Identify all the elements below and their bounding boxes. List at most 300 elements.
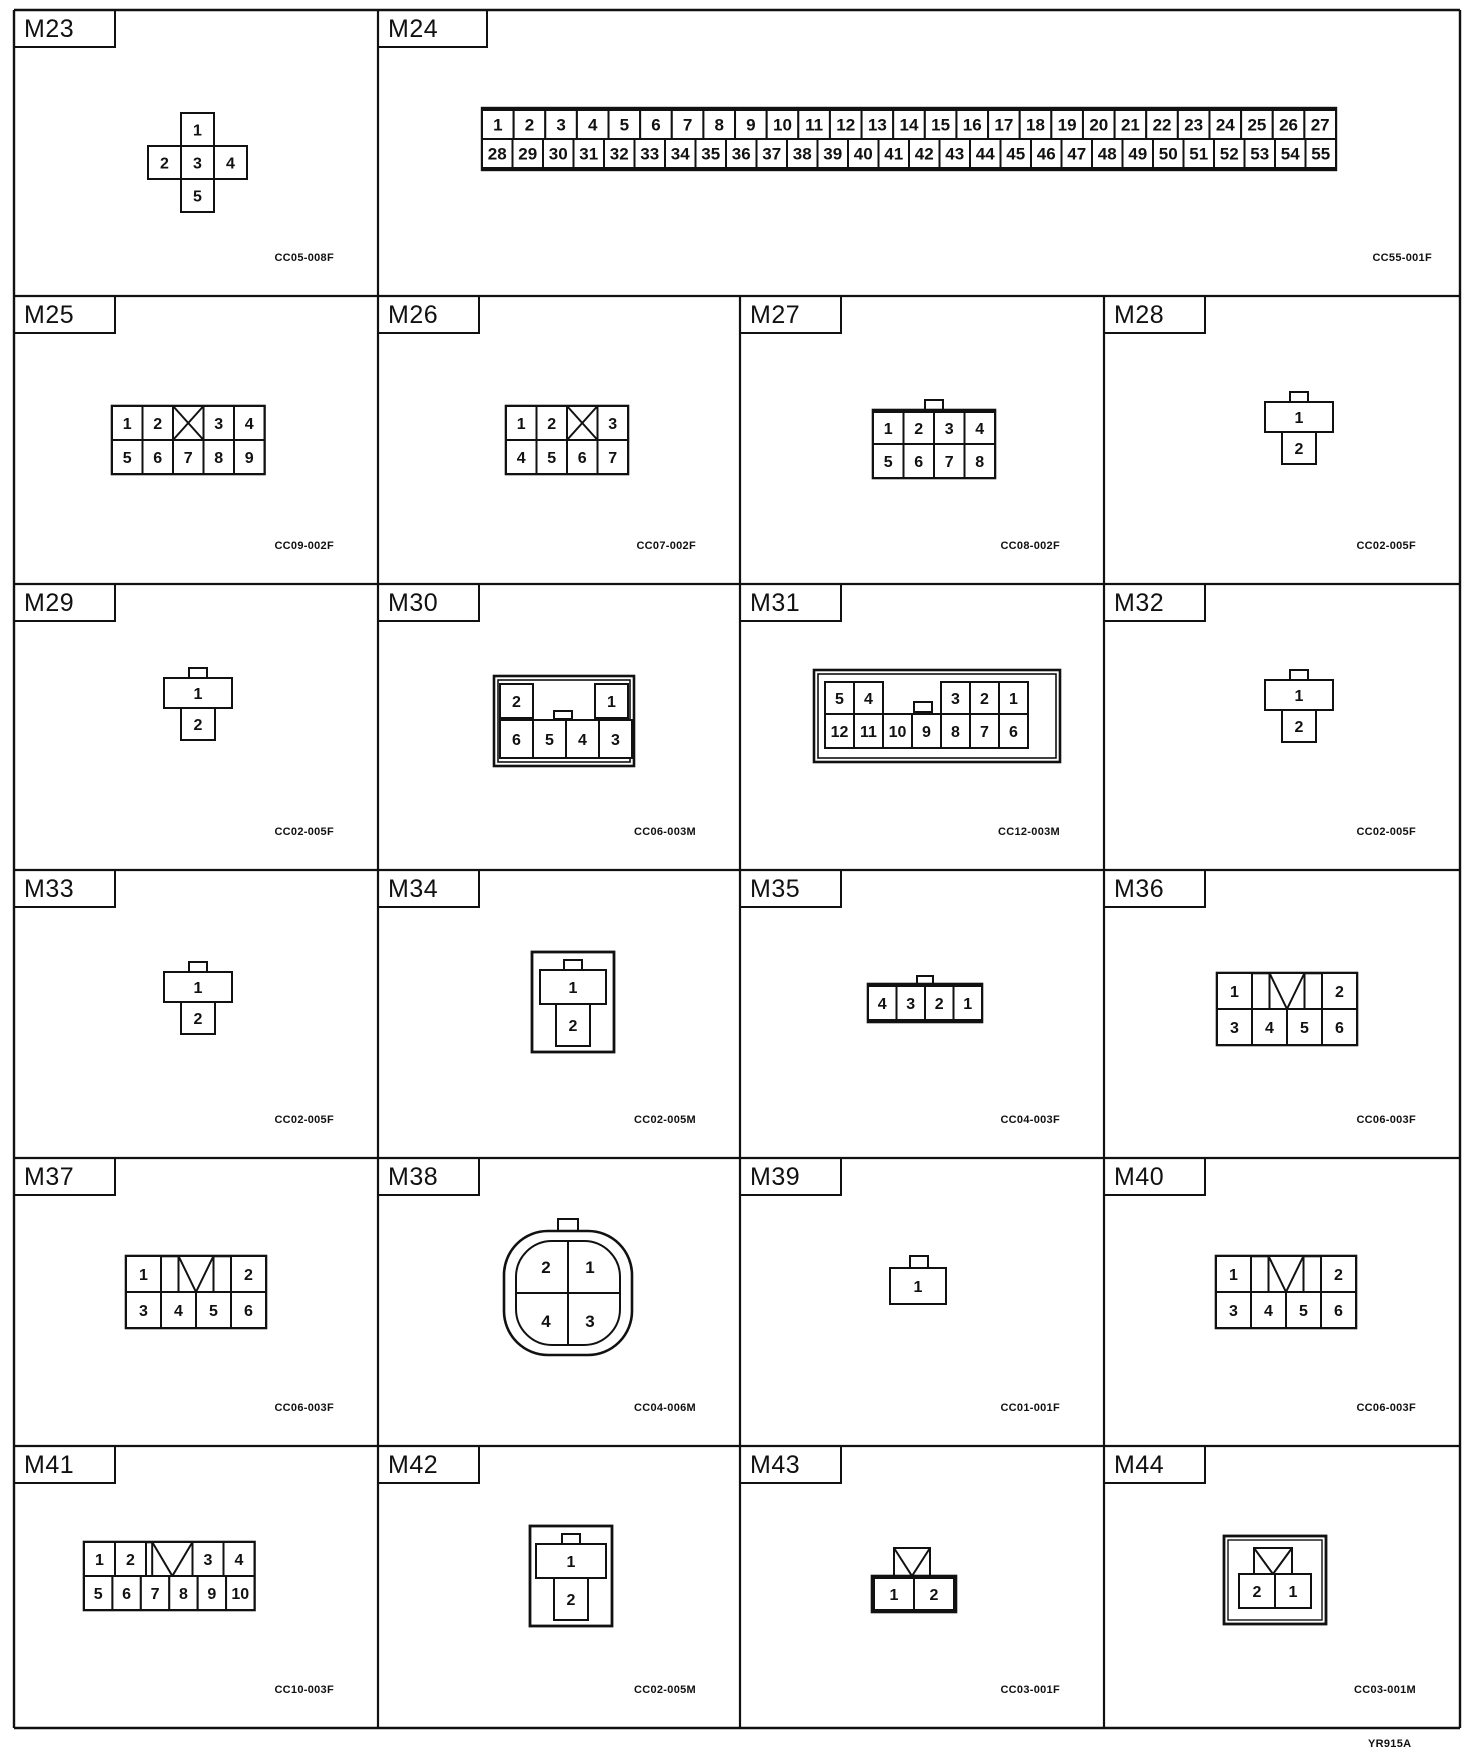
- pin-number: 2: [1294, 440, 1304, 458]
- pin-number: 11: [805, 115, 824, 135]
- pin-number: 6: [1335, 1019, 1344, 1037]
- pin-number: 12: [830, 723, 849, 741]
- pin-51: [1184, 139, 1215, 168]
- pin-number: 3: [139, 1302, 148, 1320]
- pin-number: 4: [578, 731, 587, 749]
- pin-number: 12: [836, 115, 856, 135]
- pin-50: [1153, 139, 1184, 168]
- pin-number: 51: [1189, 144, 1209, 164]
- connector-cell-m35: [740, 870, 1104, 1158]
- pin-number: 1: [516, 415, 526, 433]
- connector-face: [164, 962, 232, 1034]
- pin-number: 1: [493, 115, 503, 135]
- connector-id: M31: [740, 584, 842, 622]
- pin-number: 48: [1097, 144, 1117, 164]
- connector-diagram: [378, 10, 1460, 296]
- pin-2: [181, 708, 215, 740]
- pin-48: [1092, 139, 1123, 168]
- connector-id: M24: [378, 10, 488, 48]
- pin-21: [1115, 110, 1147, 139]
- pin-32: [604, 139, 635, 168]
- part-number: CC08-002F: [1000, 540, 1060, 552]
- pin-6: [904, 444, 935, 478]
- pin-55: [1306, 139, 1337, 168]
- pin-number: 1: [963, 995, 973, 1013]
- pin-4: [577, 110, 609, 139]
- pin-number: 6: [1009, 723, 1018, 741]
- pin-number: 10: [888, 723, 907, 741]
- pin-9: [198, 1576, 226, 1610]
- connector-face: [506, 406, 628, 474]
- pin-5: [533, 720, 566, 758]
- pin-34: [665, 139, 696, 168]
- connector-face: [873, 400, 995, 478]
- connector-cell-m25: [14, 296, 378, 584]
- pin-7: [141, 1576, 169, 1610]
- pin-22: [1146, 110, 1178, 139]
- pin-4: [234, 406, 265, 440]
- pin-23: [1178, 110, 1210, 139]
- pin-49: [1123, 139, 1154, 168]
- pin-6: [999, 714, 1028, 748]
- pin-3: [545, 110, 577, 139]
- pin-number: 4: [541, 1312, 551, 1331]
- connector-id: M27: [740, 296, 842, 334]
- pin-number: 1: [1230, 983, 1239, 1001]
- connector-cell-m26: [378, 296, 740, 584]
- pin-number: 55: [1311, 144, 1331, 164]
- connector-id: M34: [378, 870, 480, 908]
- pin-11: [854, 714, 883, 748]
- pin-number: 1: [1009, 690, 1018, 708]
- pin-40: [848, 139, 879, 168]
- part-number: CC02-005F: [274, 826, 334, 838]
- pin-number: 50: [1158, 144, 1178, 164]
- pin-2: [970, 682, 999, 714]
- pin-number: 1: [1294, 409, 1304, 427]
- pin-1: [874, 1578, 914, 1610]
- pin-number: 13: [867, 115, 887, 135]
- pin-number: 3: [193, 155, 202, 173]
- pin-2: [537, 406, 568, 440]
- pin-12: [825, 714, 854, 748]
- pin-number: 2: [193, 1010, 203, 1028]
- part-number: CC03-001F: [1000, 1684, 1060, 1696]
- pin-number: 2: [1335, 983, 1344, 1001]
- pin-number: 2: [929, 1586, 939, 1604]
- pin-2: [904, 412, 935, 444]
- pin-2: [1321, 1256, 1356, 1292]
- pin-number: 44: [975, 144, 995, 164]
- connector-id: M37: [14, 1158, 116, 1196]
- pin-2: [231, 1256, 266, 1292]
- pin-4: [566, 720, 599, 758]
- pin-25: [1241, 110, 1273, 139]
- pin-2: [115, 1542, 146, 1576]
- pin-7: [672, 110, 704, 139]
- connector-face: [112, 406, 265, 474]
- pin-16: [956, 110, 988, 139]
- pin-4: [965, 412, 996, 444]
- part-number: CC02-005F: [274, 1114, 334, 1126]
- pin-37: [757, 139, 788, 168]
- pin-number: 3: [1230, 1019, 1239, 1037]
- pin-number: 1: [95, 1551, 104, 1569]
- connector-id: M29: [14, 584, 116, 622]
- pin-number: 6: [122, 1585, 132, 1603]
- part-number: CC06-003F: [1356, 1402, 1416, 1414]
- connector-id: M30: [378, 584, 480, 622]
- pin-number: 3: [906, 995, 916, 1013]
- pin-53: [1245, 139, 1276, 168]
- pin-3: [941, 682, 970, 714]
- pin-number: 9: [746, 115, 756, 135]
- part-number: CC02-005M: [633, 1114, 696, 1126]
- pin-12: [830, 110, 862, 139]
- pin-5: [825, 682, 854, 714]
- pin-number: 5: [545, 731, 554, 749]
- pin-number: 31: [579, 144, 599, 164]
- pin-4: [1251, 1292, 1286, 1328]
- locking-tab: [189, 962, 207, 972]
- connector-face: [532, 952, 614, 1052]
- pin-number: 5: [547, 449, 557, 467]
- connector-id: M36: [1104, 870, 1206, 908]
- pin-29: [513, 139, 544, 168]
- pin-5: [84, 1576, 112, 1610]
- pin-number: 1: [585, 1258, 595, 1277]
- pin-41: [879, 139, 910, 168]
- connector-cell-m27: [740, 296, 1104, 584]
- connector-face: [1265, 392, 1333, 464]
- connector-face: [1224, 1536, 1326, 1624]
- pin-number: 4: [244, 415, 254, 433]
- pin-15: [925, 110, 957, 139]
- pin-5: [609, 110, 641, 139]
- part-number: CC09-002F: [274, 540, 334, 552]
- locking-tab: [925, 400, 943, 410]
- pin-number: 29: [518, 144, 538, 164]
- locking-tab: [914, 702, 932, 712]
- pin-36: [726, 139, 757, 168]
- pin-8: [169, 1576, 197, 1610]
- part-number: CC06-003F: [274, 1402, 334, 1414]
- connector-cell-m31: [740, 584, 1104, 870]
- pin-14: [893, 110, 925, 139]
- pin-number: 1: [1288, 1583, 1298, 1601]
- pin-number: 5: [209, 1302, 218, 1320]
- pin-number: 1: [913, 1278, 923, 1296]
- pin-3: [126, 1292, 161, 1328]
- connector-cell-m36: [1104, 870, 1460, 1158]
- part-number: CC03-001M: [1353, 1684, 1416, 1696]
- pin-number: 25: [1247, 115, 1267, 135]
- connector-id: M41: [14, 1446, 116, 1484]
- connector-id: M25: [14, 296, 116, 334]
- connector-id: M35: [740, 870, 842, 908]
- pin-number: 8: [179, 1585, 188, 1603]
- pin-number: 30: [548, 144, 568, 164]
- pin-number: 32: [609, 144, 629, 164]
- connector-cell-m42: [378, 1446, 740, 1728]
- connector-cell-m43: [740, 1446, 1104, 1728]
- pin-3: [204, 406, 235, 440]
- pin-number: 1: [889, 1586, 899, 1604]
- pin-6: [500, 720, 533, 758]
- pin-number: 1: [122, 415, 132, 433]
- pin-43: [940, 139, 971, 168]
- part-number: CC02-005F: [1356, 826, 1416, 838]
- pin-44: [970, 139, 1001, 168]
- pin-number: 7: [980, 723, 989, 741]
- pin-6: [112, 1576, 140, 1610]
- pin-10: [226, 1576, 254, 1610]
- connector-cell-m24: [378, 10, 1460, 296]
- pin-number: 3: [556, 115, 566, 135]
- pin-number: 2: [1334, 1266, 1343, 1284]
- pin-1: [84, 1542, 115, 1576]
- pin-54: [1275, 139, 1306, 168]
- pin-1: [506, 406, 537, 440]
- pin-6: [231, 1292, 266, 1328]
- locking-tab: [554, 711, 572, 719]
- pin-number: 24: [1215, 115, 1235, 135]
- pin-number: 2: [568, 1017, 578, 1035]
- connector-cell-m44: [1104, 1446, 1460, 1728]
- pin-number: 8: [214, 449, 224, 467]
- pin-3: [181, 146, 214, 179]
- pin-45: [1001, 139, 1032, 168]
- pin-31: [574, 139, 605, 168]
- connector-cell-m30: [378, 584, 740, 870]
- pin-number: 4: [226, 155, 235, 173]
- connector-cell-m33: [14, 870, 378, 1158]
- pin-number: 5: [835, 690, 844, 708]
- pin-number: 3: [585, 1312, 595, 1331]
- pin-2: [914, 1578, 954, 1610]
- pin-2: [925, 986, 954, 1020]
- connector-id: M44: [1104, 1446, 1206, 1484]
- pin-1: [954, 986, 983, 1020]
- pin-number: 1: [193, 979, 203, 997]
- pin-number: 2: [160, 155, 169, 173]
- part-number: CC06-003M: [633, 826, 696, 838]
- connector-cell-m23: [14, 10, 378, 296]
- connector-cell-m29: [14, 584, 378, 870]
- connector-face: [1216, 1256, 1356, 1328]
- pin-number: 2: [566, 1591, 576, 1609]
- pin-number: 4: [174, 1302, 183, 1320]
- pin-number: 36: [731, 144, 751, 164]
- part-number: CC55-001F: [1372, 252, 1432, 264]
- pin-5: [537, 440, 568, 474]
- pin-1: [1265, 402, 1333, 432]
- pin-9: [234, 440, 265, 474]
- pin-number: 15: [931, 115, 951, 135]
- pin-4: [868, 986, 897, 1020]
- part-number: CC12-003M: [997, 826, 1060, 838]
- connector-id: M43: [740, 1446, 842, 1484]
- pin-3: [1217, 1009, 1252, 1045]
- pin-1: [482, 110, 514, 139]
- pin-number: 23: [1184, 115, 1204, 135]
- part-number: CC01-001F: [1000, 1402, 1060, 1414]
- pin-6: [1322, 1009, 1357, 1045]
- pin-number: 35: [701, 144, 721, 164]
- pin-33: [635, 139, 666, 168]
- pin-number: 6: [577, 449, 587, 467]
- pin-number: 4: [516, 449, 526, 467]
- pin-number: 20: [1089, 115, 1109, 135]
- pin-number: 5: [122, 449, 132, 467]
- pin-5: [196, 1292, 231, 1328]
- pin-3: [599, 720, 632, 758]
- pin-number: 7: [944, 453, 954, 471]
- connector-cell-m34: [378, 870, 740, 1158]
- pin-19: [1051, 110, 1083, 139]
- pin-number: 1: [1294, 687, 1304, 705]
- pin-30: [543, 139, 574, 168]
- pin-number: 3: [214, 415, 224, 433]
- pin-2: [514, 110, 546, 139]
- connector-face: [494, 676, 634, 766]
- pin-number: 3: [611, 731, 620, 749]
- pin-10: [883, 714, 912, 748]
- pin-39: [818, 139, 849, 168]
- pin-number: 16: [962, 115, 982, 135]
- pin-number: 1: [193, 685, 203, 703]
- connector-id: M26: [378, 296, 480, 334]
- pin-1: [540, 970, 606, 1004]
- pin-5: [873, 444, 904, 478]
- pin-2: [1282, 710, 1316, 742]
- pin-7: [173, 440, 204, 474]
- connector-id: M28: [1104, 296, 1206, 334]
- pin-number: 1: [883, 420, 893, 438]
- pin-4: [1252, 1009, 1287, 1045]
- pin-number: 6: [244, 1302, 253, 1320]
- pin-number: 5: [193, 188, 202, 206]
- pin-number: 4: [1265, 1019, 1274, 1037]
- pin-18: [1020, 110, 1052, 139]
- pin-1: [164, 678, 232, 708]
- pin-number: 2: [1294, 718, 1304, 736]
- key-cavity: [1254, 1548, 1292, 1574]
- pin-number: 5: [1300, 1019, 1309, 1037]
- key-cavity: [1269, 1256, 1304, 1292]
- connector-id: M42: [378, 1446, 480, 1484]
- pin-number: 2: [512, 693, 521, 711]
- connector-face: [84, 1542, 255, 1610]
- pin-number: 2: [244, 1266, 253, 1284]
- pin-20: [1083, 110, 1115, 139]
- connector-cell-m37: [14, 1158, 378, 1446]
- pin-1: [126, 1256, 161, 1292]
- connector-id: M38: [378, 1158, 480, 1196]
- pin-number: 11: [860, 723, 877, 741]
- pin-4: [854, 682, 883, 714]
- pin-number: 9: [922, 723, 931, 741]
- pin-number: 2: [934, 995, 944, 1013]
- pin-number: 4: [975, 420, 985, 438]
- pin-number: 14: [899, 115, 919, 135]
- locking-tab: [1290, 392, 1308, 402]
- pin-number: 6: [512, 731, 521, 749]
- pin-24: [1209, 110, 1241, 139]
- pin-38: [787, 139, 818, 168]
- pin-number: 3: [1229, 1302, 1238, 1320]
- connector-id: M39: [740, 1158, 842, 1196]
- connector-face: [482, 108, 1336, 170]
- pin-number: 9: [207, 1585, 217, 1603]
- pin-3: [193, 1542, 224, 1576]
- pin-number: 2: [126, 1551, 135, 1569]
- pin-8: [204, 440, 235, 474]
- pin-8: [703, 110, 735, 139]
- pin-number: 49: [1128, 144, 1148, 164]
- pin-number: 3: [203, 1551, 213, 1569]
- pin-2: [1239, 1574, 1275, 1608]
- pin-number: 1: [607, 693, 616, 711]
- pin-2: [556, 1004, 590, 1046]
- pin-number: 7: [682, 115, 693, 135]
- pin-number: 7: [150, 1585, 160, 1603]
- pin-number: 33: [640, 144, 660, 164]
- pin-number: 8: [714, 115, 724, 135]
- connector-id: M23: [14, 10, 116, 48]
- pin-1: [999, 682, 1028, 714]
- pin-number: 47: [1067, 144, 1087, 164]
- pin-number: 2: [980, 690, 989, 708]
- pin-number: 7: [608, 449, 618, 467]
- pin-number: 19: [1057, 115, 1077, 135]
- pin-number: 34: [670, 144, 690, 164]
- pin-13: [862, 110, 894, 139]
- pin-1: [1275, 1574, 1311, 1608]
- pin-number: 10: [773, 115, 792, 135]
- pin-number: 39: [823, 144, 843, 164]
- part-number: CC06-003F: [1356, 1114, 1416, 1126]
- pin-28: [482, 139, 513, 168]
- pin-2: [181, 1002, 215, 1034]
- pin-number: 1: [566, 1553, 576, 1571]
- pin-3: [897, 986, 926, 1020]
- connector-face: [530, 1526, 612, 1626]
- pin-number: 22: [1152, 115, 1172, 135]
- connector-face: [868, 976, 982, 1022]
- pin-7: [934, 444, 965, 478]
- pin-number: 6: [1334, 1302, 1343, 1320]
- pin-8: [965, 444, 996, 478]
- pin-4: [214, 146, 247, 179]
- pin-number: 10: [231, 1585, 250, 1603]
- pin-number: 41: [884, 144, 904, 164]
- pin-3: [934, 412, 965, 444]
- part-number: CC07-002F: [636, 540, 696, 552]
- pin-1: [890, 1268, 946, 1304]
- pin-number: 43: [945, 144, 965, 164]
- pin-2: [554, 1578, 588, 1620]
- pin-number: 40: [853, 144, 873, 164]
- pin-number: 2: [547, 415, 557, 433]
- connector-cell-m41: [14, 1446, 378, 1728]
- pin-10: [767, 110, 799, 139]
- pin-5: [112, 440, 143, 474]
- pin-42: [909, 139, 940, 168]
- pin-7: [970, 714, 999, 748]
- pin-1: [1265, 680, 1333, 710]
- pin-number: 45: [1006, 144, 1026, 164]
